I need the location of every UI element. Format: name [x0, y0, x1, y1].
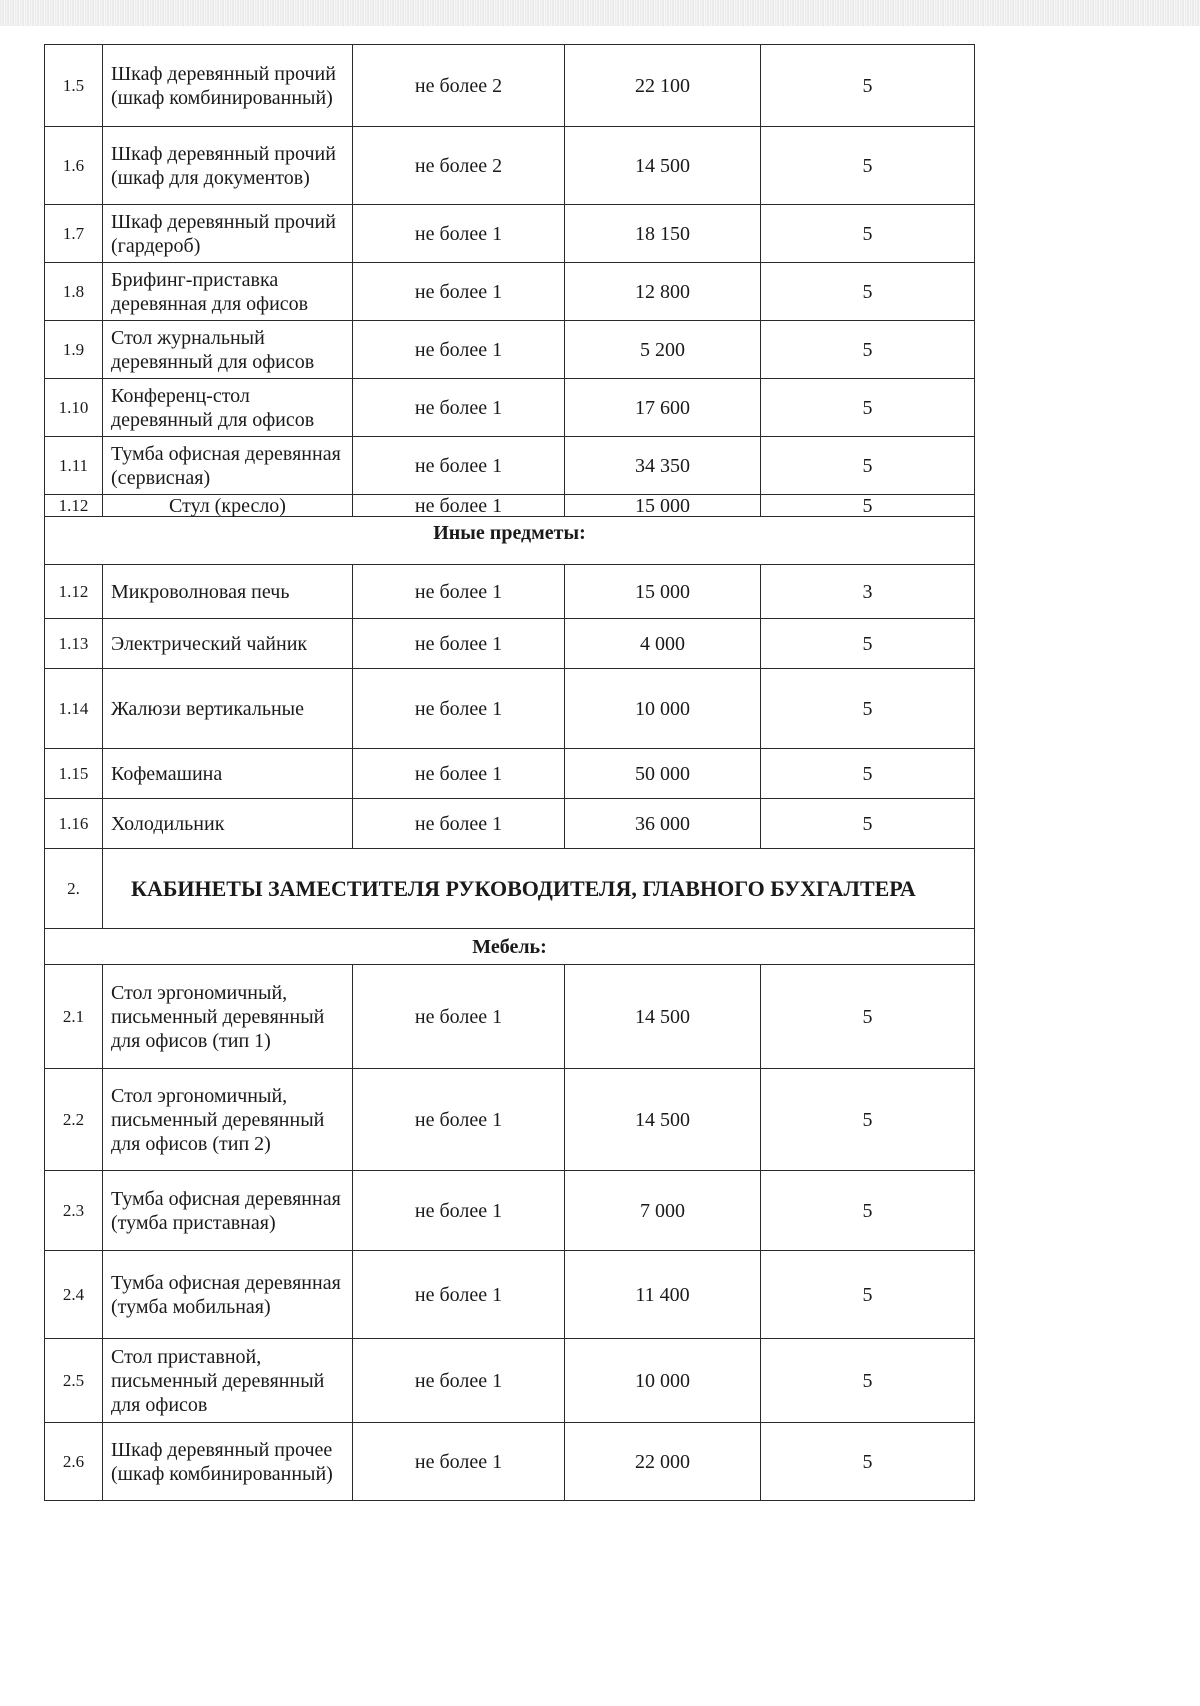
table-row	[45, 205, 975, 263]
item-price: 15 000	[565, 495, 761, 517]
item-price: 14 500	[565, 1069, 761, 1171]
item-name: Стул (кресло)	[103, 495, 353, 517]
item-name: Тумба офисная деревянная (тумба приставная)	[103, 1171, 353, 1251]
item-name: Стол приставной, письменный деревянный для офисов	[103, 1339, 353, 1423]
item-term: 5	[761, 1339, 975, 1423]
item-quantity: не более 1	[353, 965, 565, 1069]
section-row	[45, 517, 975, 565]
table-row	[45, 1069, 975, 1171]
table-row	[45, 127, 975, 205]
row-number: 2.2	[45, 1069, 103, 1171]
table-row	[45, 565, 975, 619]
item-term: 5	[761, 965, 975, 1069]
item-term: 5	[761, 799, 975, 849]
table-row	[45, 1423, 975, 1501]
item-name: Кофемашина	[103, 749, 353, 799]
item-name: Стол эргономичный, письменный деревянный для офисов (тип 1)	[103, 965, 353, 1069]
item-name: Шкаф деревянный прочий (шкаф для документов)	[103, 127, 353, 205]
item-term: 5	[761, 1251, 975, 1339]
item-price: 34 350	[565, 437, 761, 495]
row-number: 1.5	[45, 45, 103, 127]
item-price: 50 000	[565, 749, 761, 799]
item-quantity: не более 1	[353, 437, 565, 495]
item-term: 5	[761, 379, 975, 437]
item-price: 5 200	[565, 321, 761, 379]
item-price: 36 000	[565, 799, 761, 849]
item-price: 15 000	[565, 565, 761, 619]
table-row	[45, 749, 975, 799]
item-name: Тумба офисная деревянная (сервисная)	[103, 437, 353, 495]
table-row	[45, 321, 975, 379]
item-name: Тумба офисная деревянная (тумба мобильная)	[103, 1251, 353, 1339]
item-term: 5	[761, 437, 975, 495]
row-number: 1.15	[45, 749, 103, 799]
item-term: 3	[761, 565, 975, 619]
item-price: 10 000	[565, 1339, 761, 1423]
item-price: 10 000	[565, 669, 761, 749]
item-quantity: не более 1	[353, 1171, 565, 1251]
row-number: 1.9	[45, 321, 103, 379]
item-term: 5	[761, 1069, 975, 1171]
table-row	[45, 965, 975, 1069]
item-name: Жалюзи вертикальные	[103, 669, 353, 749]
item-term: 5	[761, 127, 975, 205]
item-quantity: не более 2	[353, 127, 565, 205]
item-price: 22 000	[565, 1423, 761, 1501]
item-quantity: не более 2	[353, 45, 565, 127]
item-quantity: не более 1	[353, 263, 565, 321]
item-quantity: не более 1	[353, 669, 565, 749]
item-term: 5	[761, 1423, 975, 1501]
norms-table	[44, 44, 975, 1501]
item-name: Конференц-стол деревянный для офисов	[103, 379, 353, 437]
item-quantity: не более 1	[353, 205, 565, 263]
item-price: 7 000	[565, 1171, 761, 1251]
item-price: 18 150	[565, 205, 761, 263]
row-number: 2.5	[45, 1339, 103, 1423]
table-row	[45, 1171, 975, 1251]
row-number: 1.12	[45, 565, 103, 619]
item-term: 5	[761, 1171, 975, 1251]
item-term: 5	[761, 619, 975, 669]
section-heading: КАБИНЕТЫ ЗАМЕСТИТЕЛЯ РУКОВОДИТЕЛЯ, ГЛАВНОГО БУХГАЛТЕРА	[103, 849, 975, 929]
item-name: Стол эргономичный, письменный деревянный для офисов (тип 2)	[103, 1069, 353, 1171]
row-number: 2.6	[45, 1423, 103, 1501]
section-row	[45, 929, 975, 965]
row-number: 2.1	[45, 965, 103, 1069]
item-quantity: не более 1	[353, 379, 565, 437]
row-number: 1.14	[45, 669, 103, 749]
item-name: Шкаф деревянный прочий (гардероб)	[103, 205, 353, 263]
row-number: 1.11	[45, 437, 103, 495]
table-row	[45, 1339, 975, 1423]
heading-row	[45, 849, 975, 929]
row-number: 1.16	[45, 799, 103, 849]
item-quantity: не более 1	[353, 565, 565, 619]
table-row	[45, 379, 975, 437]
item-price: 14 500	[565, 127, 761, 205]
item-price: 17 600	[565, 379, 761, 437]
item-quantity: не более 1	[353, 1069, 565, 1171]
item-term: 5	[761, 263, 975, 321]
item-quantity: не более 1	[353, 799, 565, 849]
item-quantity: не более 1	[353, 321, 565, 379]
row-number: 2.3	[45, 1171, 103, 1251]
item-term: 5	[761, 749, 975, 799]
table-row	[45, 669, 975, 749]
item-quantity: не более 1	[353, 1339, 565, 1423]
table-row	[45, 263, 975, 321]
item-term: 5	[761, 205, 975, 263]
item-price: 14 500	[565, 965, 761, 1069]
item-name: Шкаф деревянный прочий (шкаф комбинированный)	[103, 45, 353, 127]
item-price: 12 800	[565, 263, 761, 321]
row-number: 1.7	[45, 205, 103, 263]
row-number: 1.10	[45, 379, 103, 437]
row-number: 2.4	[45, 1251, 103, 1339]
item-quantity: не более 1	[353, 1251, 565, 1339]
section-title-other: Иные предметы:	[45, 517, 975, 565]
item-price: 11 400	[565, 1251, 761, 1339]
item-price: 22 100	[565, 45, 761, 127]
item-name: Стол журнальный деревянный для офисов	[103, 321, 353, 379]
table-row	[45, 799, 975, 849]
table-row	[45, 495, 975, 517]
item-term: 5	[761, 669, 975, 749]
item-name: Холодильник	[103, 799, 353, 849]
row-number: 1.13	[45, 619, 103, 669]
table-row	[45, 437, 975, 495]
item-quantity: не более 1	[353, 749, 565, 799]
item-price: 4 000	[565, 619, 761, 669]
row-number: 1.6	[45, 127, 103, 205]
item-quantity: не более 1	[353, 619, 565, 669]
section-number: 2.	[45, 849, 103, 929]
item-name: Микроволновая печь	[103, 565, 353, 619]
item-quantity: не более 1	[353, 495, 565, 517]
item-term: 5	[761, 321, 975, 379]
row-number: 1.8	[45, 263, 103, 321]
item-name: Электрический чайник	[103, 619, 353, 669]
row-number: 1.12	[45, 495, 103, 517]
scan-edge-noise	[0, 0, 1200, 26]
section-title-furniture: Мебель:	[45, 929, 975, 965]
item-name: Брифинг-приставка деревянная для офисов	[103, 263, 353, 321]
table-row	[45, 45, 975, 127]
item-quantity: не более 1	[353, 1423, 565, 1501]
table-row	[45, 1251, 975, 1339]
item-term: 5	[761, 495, 975, 517]
table-row	[45, 619, 975, 669]
item-name: Шкаф деревянный прочее (шкаф комбинированный)	[103, 1423, 353, 1501]
item-term: 5	[761, 45, 975, 127]
